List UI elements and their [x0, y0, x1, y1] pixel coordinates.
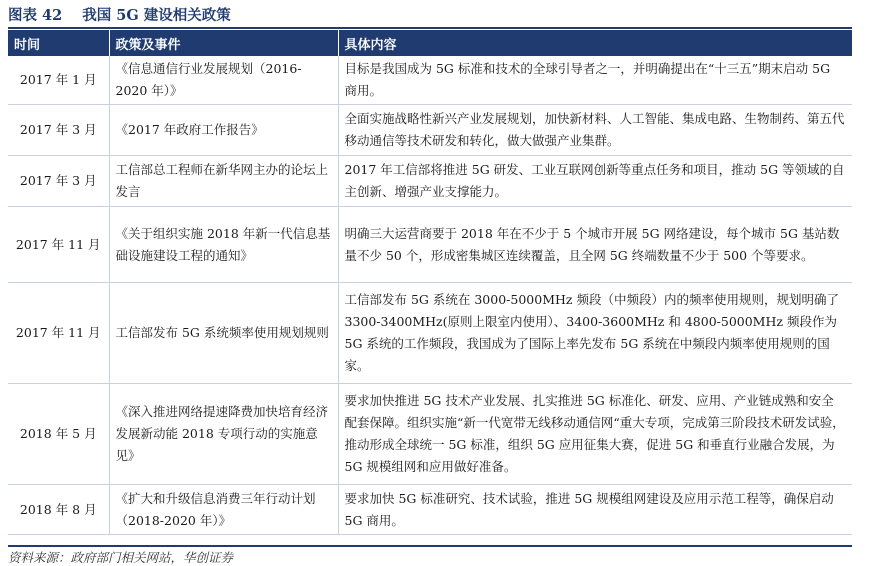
row-event: 《深入推进网络提速降费加快培育经济发展新动能 2018 专项行动的实施意见》 [109, 384, 338, 485]
row-event: 《2017 年政府工作报告》 [109, 105, 338, 156]
row-event: 《关于组织实施 2018 年新一代信息基础设施建设工程的通知》 [109, 207, 338, 283]
row-content: 要求加快推进 5G 技术产业发展、扎实推进 5G 标准化、研发、应用、产业链成熟和安全配套保障。组织实施“新一代宽带无线移动通信网“重大专项，完成第三阶段技术研发试验，推动形成全球统一 5G 标准，组织 5G 应用征集大赛，促进 5G 和垂直行业融合发展，为 5G 规模组网和应用做好准备。 [338, 384, 852, 485]
table-row [8, 283, 852, 384]
figure-title-text: 我国 5G 建设相关政策 [82, 7, 231, 24]
row-time: 2017 年 11 月 [8, 283, 109, 384]
row-time: 2017 年 11 月 [8, 207, 109, 283]
table-header-row [8, 30, 852, 56]
row-event: 工信部总工程师在新华网主办的论坛上发言 [109, 156, 338, 207]
bottom-rule [8, 545, 852, 547]
figure-title [8, 4, 231, 26]
row-event: 《扩大和升级信息消费三年行动计划（2018-2020 年）》 [109, 485, 338, 535]
row-content: 2017 年工信部将推进 5G 研发、工业互联网创新等重点任务和项目，推动 5G 等领域的自主创新、增强产业支撑能力。 [338, 156, 852, 207]
table-row [8, 485, 852, 535]
top-rule [8, 27, 852, 29]
row-time: 2017 年 3 月 [8, 156, 109, 207]
policy-table [8, 30, 852, 535]
row-content: 明确三大运营商要于 2018 年在不少于 5 个城市开展 5G 网络建设，每个城市 5G 基站数量不少 50 个，形成密集城区连续覆盖，且全网 5G 终端数量不少于 500 个等要求。 [338, 207, 852, 283]
row-content: 目标是我国成为 5G 标准和技术的全球引导者之一，并明确提出在“十三五”期末启动 5G 商用。 [338, 56, 852, 105]
source-note: 资料来源：政府部门相关网站，华创证券 [8, 550, 234, 565]
table-row [8, 384, 852, 485]
header-content: 具体内容 [338, 30, 852, 56]
row-event: 《信息通信行业发展规划（2016-2020 年）》 [109, 56, 338, 105]
table-row [8, 56, 852, 105]
figure-label: 图表 42 [8, 7, 63, 24]
header-event: 政策及事件 [109, 30, 338, 56]
row-time: 2018 年 8 月 [8, 485, 109, 535]
row-content: 要求加快 5G 标准研究、技术试验，推进 5G 规模组网建设及应用示范工程等，确保启动 5G 商用。 [338, 485, 852, 535]
row-time: 2017 年 1 月 [8, 56, 109, 105]
table-row [8, 156, 852, 207]
header-time: 时间 [8, 30, 109, 56]
table-row [8, 105, 852, 156]
row-content: 全面实施战略性新兴产业发展规划，加快新材料、人工智能、集成电路、生物制药、第五代移动通信等技术研发和转化，做大做强产业集群。 [338, 105, 852, 156]
table-row [8, 207, 852, 283]
row-time: 2018 年 5 月 [8, 384, 109, 485]
row-time: 2017 年 3 月 [8, 105, 109, 156]
row-content: 工信部发布 5G 系统在 3000-5000MHz 频段（中频段）内的频率使用规则，规划明确了 3300-3400MHz(原则上限室内使用）、3400-3600MHz 和 4800-5000MHz 频段作为 5G 系统的工作频段，我国成为了国际上率先发布 5G 系统在中频段内频率使用规则的国家。 [338, 283, 852, 384]
row-event: 工信部发布 5G 系统频率使用规划规则 [109, 283, 338, 384]
